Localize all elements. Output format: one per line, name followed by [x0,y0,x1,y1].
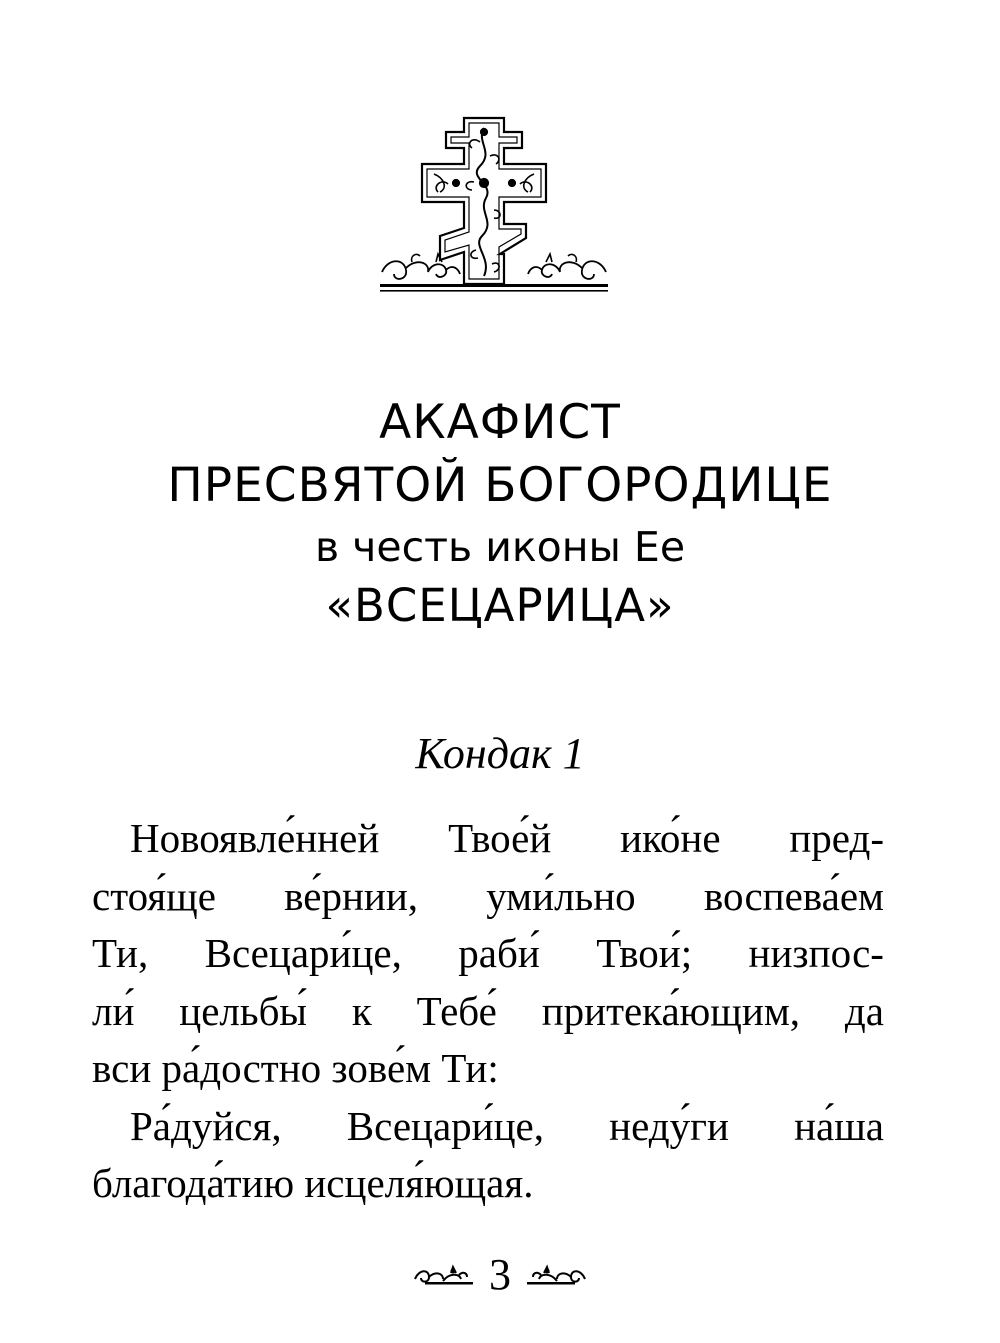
word: раби́ [458,930,540,976]
word: ра́достно [161,1045,322,1091]
text-line [92,810,884,868]
title-line-theotokos: ПРЕСВЯТОЙ БОГОРОДИЦЕ [167,458,833,513]
word: пред- [789,815,884,861]
word: ве́рнии, [284,872,419,919]
word: зове́м [331,1045,432,1091]
word: Ти: [441,1045,499,1091]
word: да [844,987,884,1034]
word: уми́льно [486,872,636,919]
word: ли́ [92,987,135,1034]
fleuron-left-icon [411,1263,475,1287]
word: неду́ги [609,1102,729,1149]
word: Твое́й [448,815,552,861]
page-footer [0,1250,1000,1300]
title-line-icon-dedication: в честь иконы Ее [314,523,686,571]
kondak-heading: Кондак 1 [415,729,585,778]
word: Новоявле́нней [130,815,380,861]
text-line [92,925,884,983]
word: Всецари́це, [204,930,402,976]
word: Ра́дуйся, [130,1102,282,1149]
title-line-icon-name: «ВСЕЦАРИЦА» [325,579,675,632]
word: исцеля́ющая. [304,1160,534,1206]
text-line [92,1040,884,1098]
word: на́ша [794,1102,884,1149]
kondak-text [92,810,884,1213]
word: воспева́ем [703,872,884,919]
word: благода́тию [92,1160,295,1206]
word: вси [92,1045,152,1091]
word: притека́ющим, [541,987,801,1034]
word: стоя́ще [92,872,216,919]
word: Ти, [92,930,149,976]
orthodox-cross-ornament-icon [376,112,612,298]
title-line-akathist: АКАФИСТ [379,395,621,450]
word: Твои́; [596,930,693,976]
akathist-title [0,392,1000,636]
word: цельбы́ [179,987,307,1034]
text-line [92,1098,884,1156]
page-number: 3 [489,1250,511,1299]
word: Всецари́це, [346,1102,544,1149]
text-line [92,868,884,926]
word: низпос- [748,930,884,976]
text-line [92,1155,884,1213]
fleuron-right-icon [525,1263,589,1287]
word: ико́не [620,815,721,861]
word: к [351,987,372,1034]
word: Тебе́ [416,987,497,1034]
text-line [92,983,884,1041]
